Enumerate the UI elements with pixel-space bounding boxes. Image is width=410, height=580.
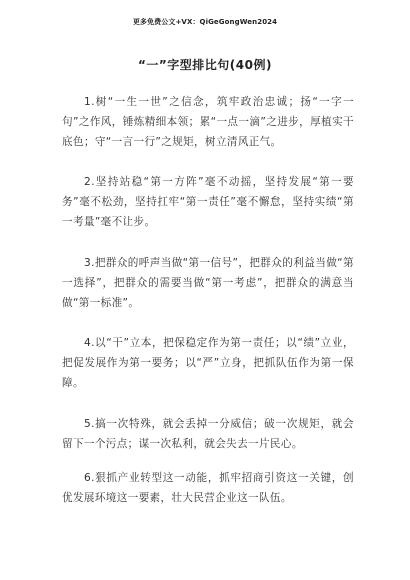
header-note: 更多免费公文+VX：QiGeGongWen2024	[132, 18, 278, 26]
paragraph-1: 1.树“一生一世”之信念，筑牢政治忠诚；扬“一字一句”之作风，锤炼精细本领；累“一点一滴”之进步，厚植实干底色；守“一言一行”之规矩，树立清风正气。	[62, 96, 354, 148]
paragraph-2: 2.坚持站稳“第一方阵”毫不动摇，坚持发展“第一要务”毫不松劲，坚持扛牢“第一责任”毫不懈怠，坚持实绩“第一考量”毫不让步。	[62, 176, 354, 228]
paragraph-4: 4.以“干”立本，把保稳定作为第一责任；以“绩”立业，把促发展作为第一要务；以“严”立身，把抓队伍作为第一保障。	[62, 337, 354, 389]
paragraph-3: 3.把群众的呼声当做“第一信号”，把群众的利益当做“第一选择”，把群众的需要当做“第一考虑”，把群众的满意当做“第一标准”。	[62, 257, 354, 309]
document-title: “一”字型排比句(40例)	[138, 58, 272, 72]
paragraph-6: 6.狠抓产业转型这一动能，抓牢招商引资这一关键，创优发展环境这一要素，壮大民营企业这一队伍。	[62, 472, 354, 504]
paragraph-5: 5.搞一次特殊，就会丢掉一分威信；破一次规矩，就会留下一个污点；谋一次私利，就会失去一片民心。	[62, 418, 354, 450]
